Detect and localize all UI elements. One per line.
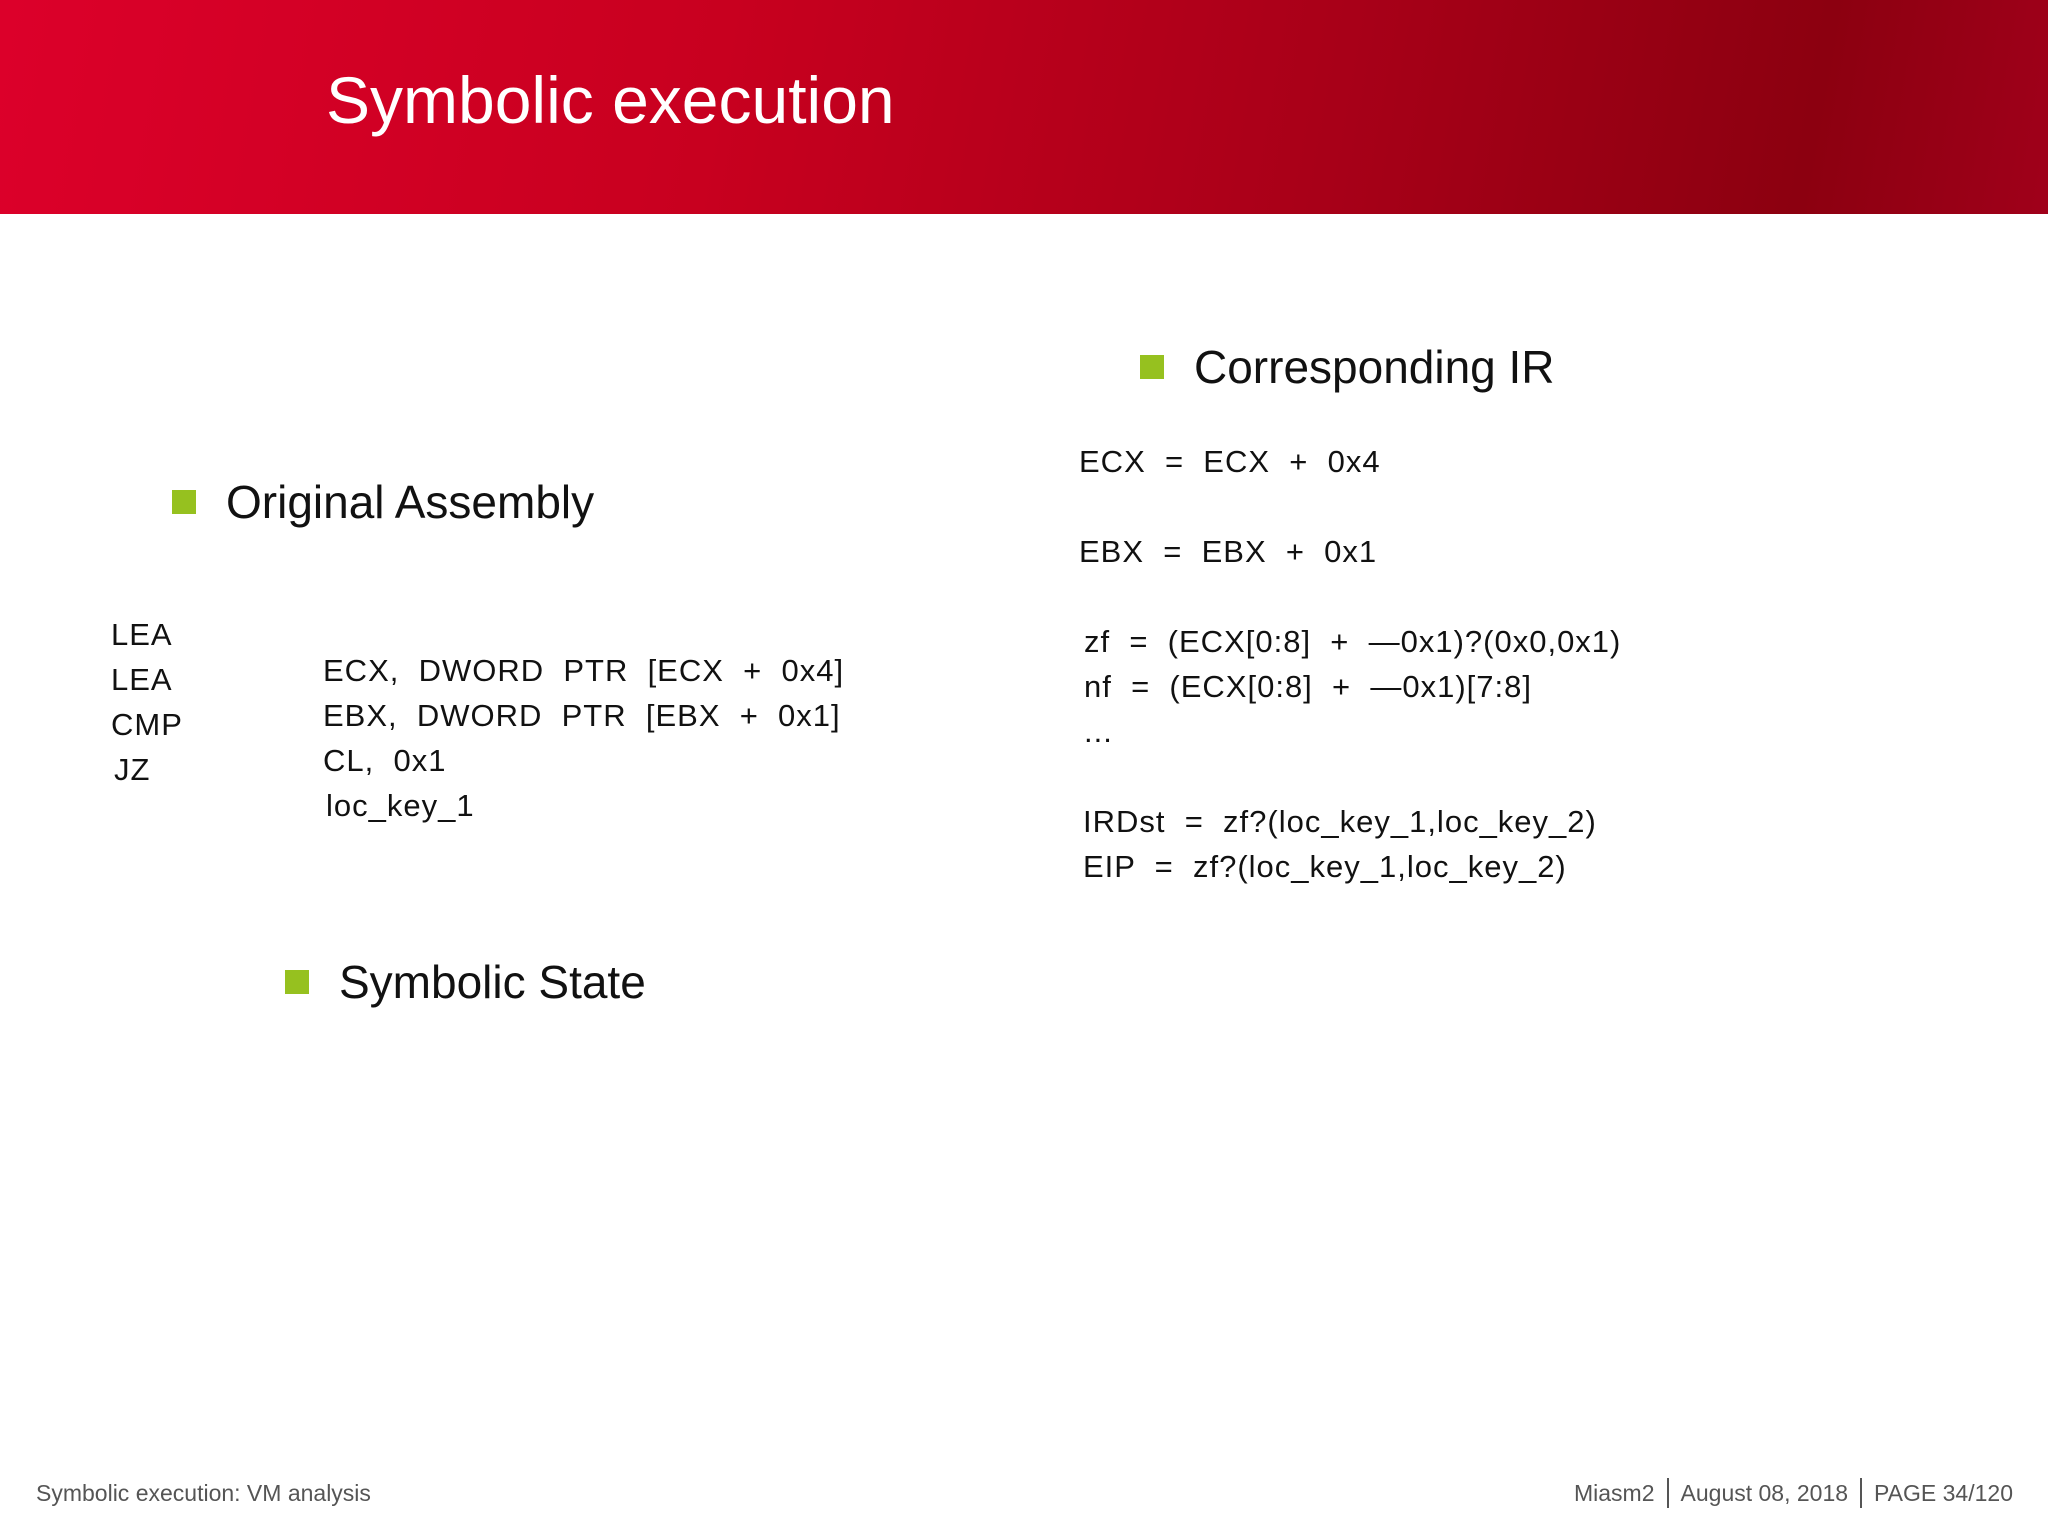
slide-title: Symbolic execution	[326, 63, 895, 137]
assembly-block	[111, 581, 845, 823]
asm-operands: loc_key_1	[326, 788, 475, 823]
ir-line: IRDst = zf?(loc_key_1,loc_key_2)	[1083, 804, 1597, 839]
ir-line: nf = (ECX[0:8] + —0x1)[7:8]	[1084, 669, 1532, 704]
footer-divider	[1860, 1478, 1862, 1508]
asm-operands: ECX, DWORD PTR [ECX + 0x4]	[323, 653, 845, 688]
ir-line: ...	[1084, 714, 1113, 749]
section-corresponding-ir	[1140, 340, 1555, 394]
footer-project: Miasm2	[1574, 1479, 1655, 1506]
square-bullet-icon	[1140, 355, 1164, 379]
ir-line: EBX = EBX + 0x1	[1079, 534, 1378, 569]
section-heading-assembly: Original Assembly	[226, 476, 595, 528]
ir-line: EIP = zf?(loc_key_1,loc_key_2)	[1083, 849, 1567, 884]
ir-line: ECX = ECX + 0x4	[1079, 444, 1381, 479]
footer-presentation-title: Symbolic execution: VM analysis	[36, 1480, 371, 1506]
asm-mnemonic: CMP	[111, 707, 183, 742]
title-bar	[0, 0, 2048, 214]
asm-operands: CL, 0x1	[323, 743, 447, 778]
section-symbolic-state	[285, 955, 646, 1009]
assembly-row	[111, 581, 845, 688]
ir-block	[1079, 444, 1759, 894]
asm-mnemonic: JZ	[114, 752, 151, 787]
asm-operands: EBX, DWORD PTR [EBX + 0x1]	[323, 698, 841, 733]
asm-mnemonic: LEA	[111, 662, 173, 697]
footer-date: August 08, 2018	[1680, 1479, 1849, 1506]
square-bullet-icon	[172, 490, 196, 514]
section-original-assembly	[172, 475, 594, 529]
section-heading-ir: Corresponding IR	[1194, 341, 1555, 393]
square-bullet-icon	[285, 970, 309, 994]
footer-page-number: PAGE 34/120	[1874, 1479, 2013, 1506]
section-heading-state: Symbolic State	[339, 956, 646, 1008]
footer-meta	[1574, 1478, 2013, 1508]
ir-line: zf = (ECX[0:8] + —0x1)?(0x0,0x1)	[1084, 624, 1622, 659]
footer-divider	[1667, 1478, 1669, 1508]
asm-mnemonic: LEA	[111, 617, 173, 652]
